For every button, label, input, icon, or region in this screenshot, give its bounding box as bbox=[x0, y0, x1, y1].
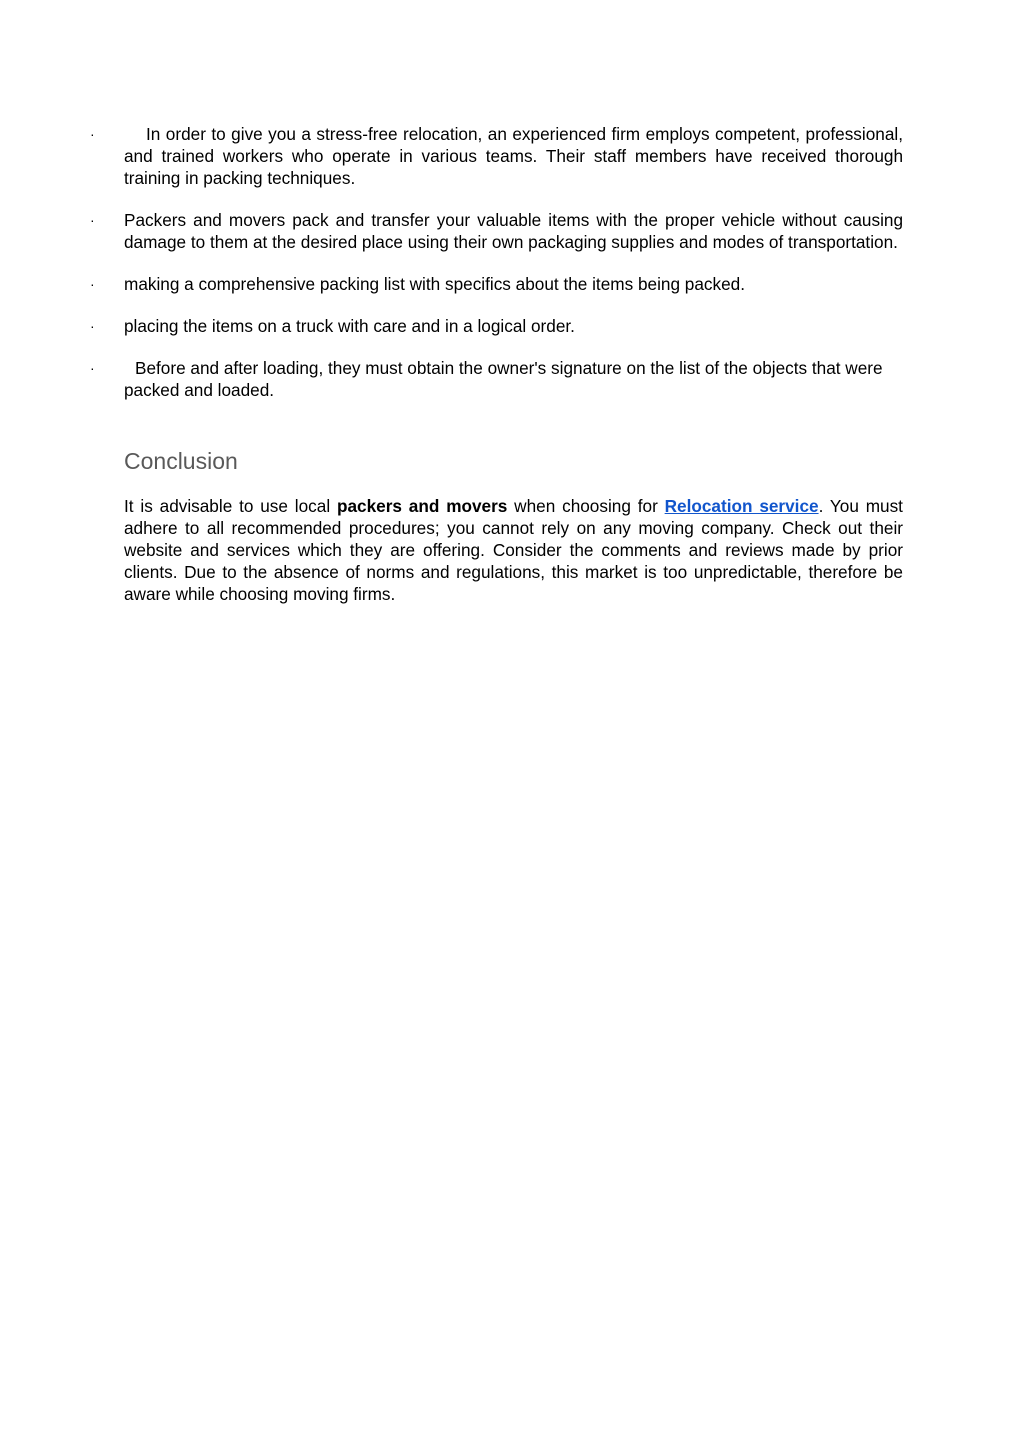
list-item bbox=[0, 273, 903, 295]
bullet-text: In order to give you a stress-free relocation, an experienced firm employs competent, professional, and trained workers who operate in various teams. Their staff members have received thorough training in packing techniques. bbox=[124, 124, 903, 188]
bullet-marker: · bbox=[90, 126, 95, 142]
bullet-text: making a comprehensive packing list with specifics about the items being packed. bbox=[124, 274, 745, 294]
section-heading-conclusion: Conclusion bbox=[124, 448, 238, 474]
list-item bbox=[0, 357, 903, 401]
bullet-text: Packers and movers pack and transfer your valuable items with the proper vehicle without causing damage to them at the desired place using their own packaging supplies and modes of transportation. bbox=[124, 210, 903, 252]
conclusion-paragraph bbox=[124, 495, 903, 605]
bullet-marker: · bbox=[90, 360, 95, 376]
relocation-service-link[interactable]: Relocation service bbox=[664, 496, 819, 516]
bold-keyword: packers and movers bbox=[336, 496, 508, 516]
bullet-marker: · bbox=[90, 276, 95, 292]
list-item bbox=[0, 209, 903, 253]
conclusion-text-start: It is advisable to use local bbox=[124, 496, 337, 516]
list-item bbox=[0, 315, 903, 337]
bullet-text: Before and after loading, they must obtain the owner's signature on the list of the objects that were packed and loaded. bbox=[124, 358, 883, 400]
bullet-marker: · bbox=[90, 318, 95, 334]
bullet-text: placing the items on a truck with care and in a logical order. bbox=[124, 316, 575, 336]
conclusion-text-middle: when choosing for bbox=[507, 496, 665, 516]
bullet-list bbox=[0, 123, 1024, 421]
list-item bbox=[0, 123, 903, 189]
bullet-marker: · bbox=[90, 212, 95, 228]
conclusion-text-end: . You must adhere to all recommended procedures; you cannot rely on any moving company. Check out their website and services which they are offering. Consider the comments and reviews made by prior clients. Due to the absence of norms and regulations, this market is too unpredictable, therefore be aware while choosing moving firms. bbox=[124, 496, 903, 604]
